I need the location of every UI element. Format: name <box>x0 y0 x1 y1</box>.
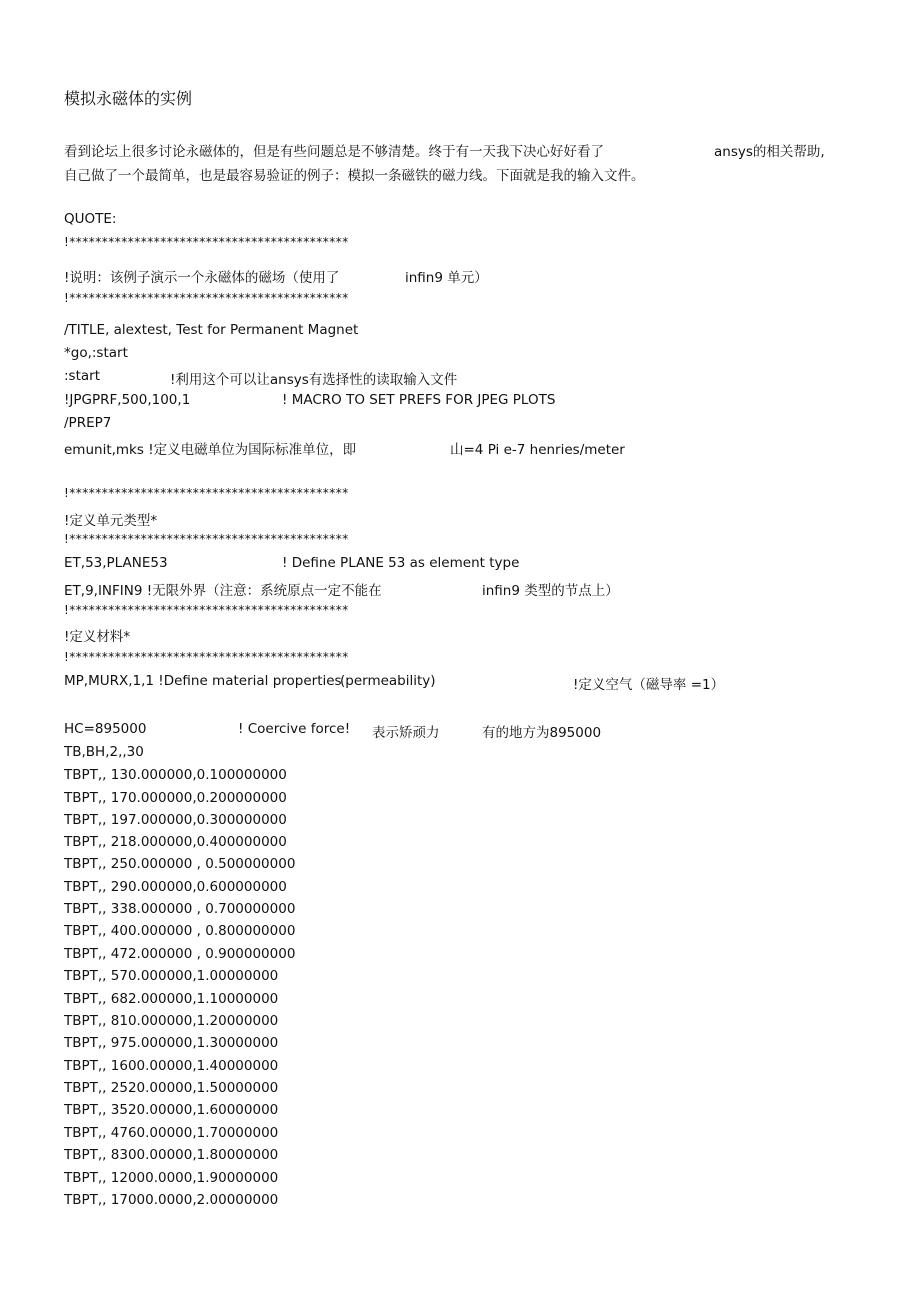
code-tbpt-line: TBPT,, 810.000000,1.20000000 <box>64 1013 279 1029</box>
code-tbpt-line: TBPT,, 170.000000,0.200000000 <box>64 790 287 806</box>
stars-divider: !******************************************* <box>64 235 349 249</box>
code-hc-cn: 表示矫顽力 <box>372 725 440 741</box>
comment-desc: !说明：该例子演示一个永磁体的磁场（使用了 <box>64 270 340 286</box>
code-start: :start <box>64 368 100 384</box>
code-tbpt-line: TBPT,, 4760.00000,1.70000000 <box>64 1125 279 1141</box>
code-start-comment: !利用这个可以让ansys有选择性的读取输入文件 <box>170 372 458 388</box>
code-tbpt-line: TBPT,, 338.000000 , 0.700000000 <box>64 901 296 917</box>
intro-line-2: 自己做了一个最简单，也是最容易验证的例子：模拟一条磁铁的磁力线。下面就是我的输入文件。 <box>64 168 645 184</box>
code-mp-comment: !定义空气（磁导率 =1） <box>573 677 725 693</box>
code-hc: HC=895000 <box>64 721 147 737</box>
stars-divider: !******************************************* <box>64 650 349 664</box>
code-title: /TITLE, alextest, Test for Permanent Magnet <box>64 322 359 338</box>
comment-desc-tail: infin9 单元） <box>405 270 488 286</box>
comment-define-material: !定义材料* <box>64 629 131 645</box>
code-tbpt-line: TBPT,, 682.000000,1.10000000 <box>64 991 279 1007</box>
code-tbpt-line: TBPT,, 2520.00000,1.50000000 <box>64 1080 279 1096</box>
intro-line-1: 看到论坛上很多讨论永磁体的，但是有些问题总是不够清楚。终于有一天我下决心好好看了 <box>64 144 604 160</box>
code-tb: TB,BH,2,,30 <box>64 744 144 760</box>
code-et53: ET,53,PLANE53 <box>64 555 168 571</box>
stars-divider: !******************************************* <box>64 291 349 305</box>
code-tbpt-line: TBPT,, 472.000000 , 0.900000000 <box>64 946 296 962</box>
code-tbpt-line: TBPT,, 17000.0000,2.00000000 <box>64 1192 279 1208</box>
stars-divider: !******************************************* <box>64 603 349 617</box>
stars-divider: !******************************************* <box>64 532 349 546</box>
code-tbpt-line: TBPT,, 130.000000,0.100000000 <box>64 767 287 783</box>
code-mp-permeability: (permeability) <box>340 673 436 689</box>
code-tbpt-line: TBPT,, 290.000000,0.600000000 <box>64 879 287 895</box>
code-emunit: emunit,mks !定义电磁单位为国际标准单位，即 <box>64 442 357 458</box>
stars-divider: !******************************************* <box>64 486 349 500</box>
code-tbpt-line: TBPT,, 218.000000,0.400000000 <box>64 834 287 850</box>
code-go-start: *go,:start <box>64 345 128 361</box>
intro-line-1-tail: ansys的相关帮助, <box>714 144 825 160</box>
code-tbpt-line: TBPT,, 8300.00000,1.80000000 <box>64 1147 279 1163</box>
code-tbpt-line: TBPT,, 1600.00000,1.40000000 <box>64 1058 279 1074</box>
page-title: 模拟永磁体的实例 <box>64 89 193 108</box>
code-tbpt-line: TBPT,, 400.000000 , 0.800000000 <box>64 923 296 939</box>
code-tbpt-line: TBPT,, 3520.00000,1.60000000 <box>64 1102 279 1118</box>
code-hc-comment: ! Coercive force! <box>238 721 351 737</box>
code-et9-comment: infin9 类型的节点上） <box>482 583 619 599</box>
code-tbpt-line: TBPT,, 197.000000,0.300000000 <box>64 812 287 828</box>
code-prep7: /PREP7 <box>64 415 112 431</box>
quote-label: QUOTE: <box>64 211 117 227</box>
code-hc-cn-2: 有的地方为895000 <box>482 725 602 741</box>
code-jpgprf-comment: ! MACRO TO SET PREFS FOR JPEG PLOTS <box>282 392 556 408</box>
code-tbpt-line: TBPT,, 975.000000,1.30000000 <box>64 1035 279 1051</box>
code-et9: ET,9,INFIN9 !无限外界（注意：系统原点一定不能在 <box>64 583 382 599</box>
code-jpgprf: !JPGPRF,500,100,1 <box>64 392 191 408</box>
code-tbpt-line: TBPT,, 570.000000,1.00000000 <box>64 968 279 984</box>
code-tbpt-line: TBPT,, 12000.0000,1.90000000 <box>64 1170 279 1186</box>
code-emunit-value: 山=4 Pi e-7 henries/meter <box>450 442 625 458</box>
code-tbpt-line: TBPT,, 250.000000 , 0.500000000 <box>64 856 296 872</box>
code-et53-comment: ! Define PLANE 53 as element type <box>282 555 520 571</box>
comment-define-element: !定义单元类型* <box>64 513 158 529</box>
code-mp: MP,MURX,1,1 !Define material properties <box>64 673 342 689</box>
